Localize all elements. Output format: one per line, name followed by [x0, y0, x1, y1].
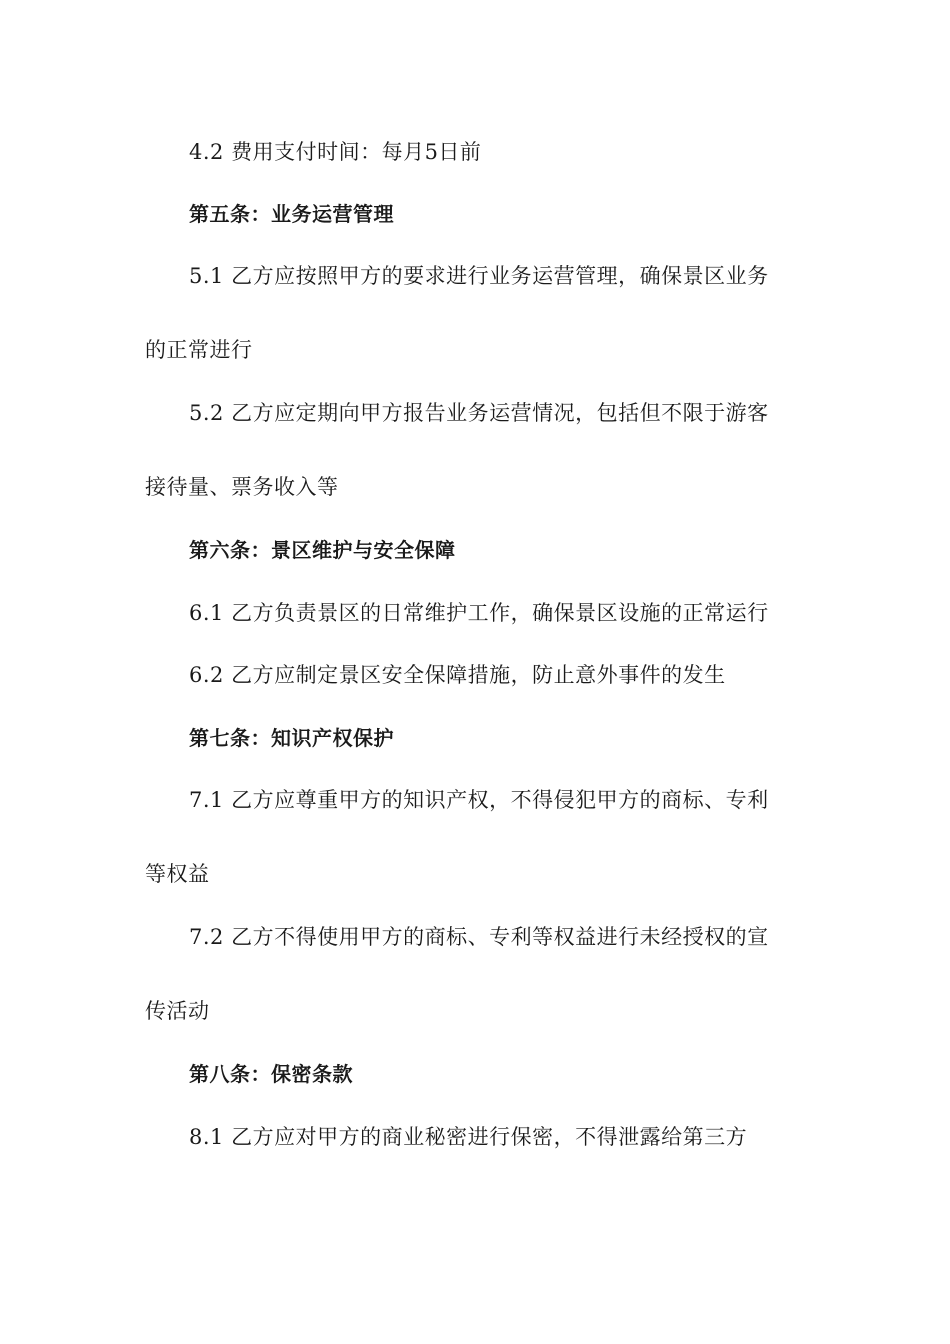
article-8-heading: 第八条：保密条款	[189, 1062, 353, 1086]
clause-7-1: 7.1 乙方应尊重甲方的知识产权，不得侵犯甲方的商标、专利	[189, 788, 769, 812]
article-5-heading: 第五条：业务运营管理	[189, 202, 394, 226]
clause-6-2: 6.2 乙方应制定景区安全保障措施，防止意外事件的发生	[189, 663, 726, 687]
clause-7-2: 7.2 乙方不得使用甲方的商标、专利等权益进行未经授权的宣	[189, 925, 769, 949]
article-6-heading: 第六条：景区维护与安全保障	[189, 538, 456, 562]
clause-7-1-continuation: 等权益	[145, 862, 210, 886]
clause-4-2: 4.2 费用支付时间：每月5日前	[189, 140, 482, 164]
clause-8-1: 8.1 乙方应对甲方的商业秘密进行保密，不得泄露给第三方	[189, 1125, 748, 1149]
clause-7-2-continuation: 传活动	[145, 999, 210, 1023]
clause-5-1-continuation: 的正常进行	[145, 338, 253, 362]
article-7-heading: 第七条：知识产权保护	[189, 726, 394, 750]
clause-5-2-continuation: 接待量、票务收入等	[145, 475, 339, 499]
clause-5-1: 5.1 乙方应按照甲方的要求进行业务运营管理，确保景区业务	[189, 264, 769, 288]
clause-6-1: 6.1 乙方负责景区的日常维护工作，确保景区设施的正常运行	[189, 601, 769, 625]
clause-5-2: 5.2 乙方应定期向甲方报告业务运营情况，包括但不限于游客	[189, 401, 769, 425]
